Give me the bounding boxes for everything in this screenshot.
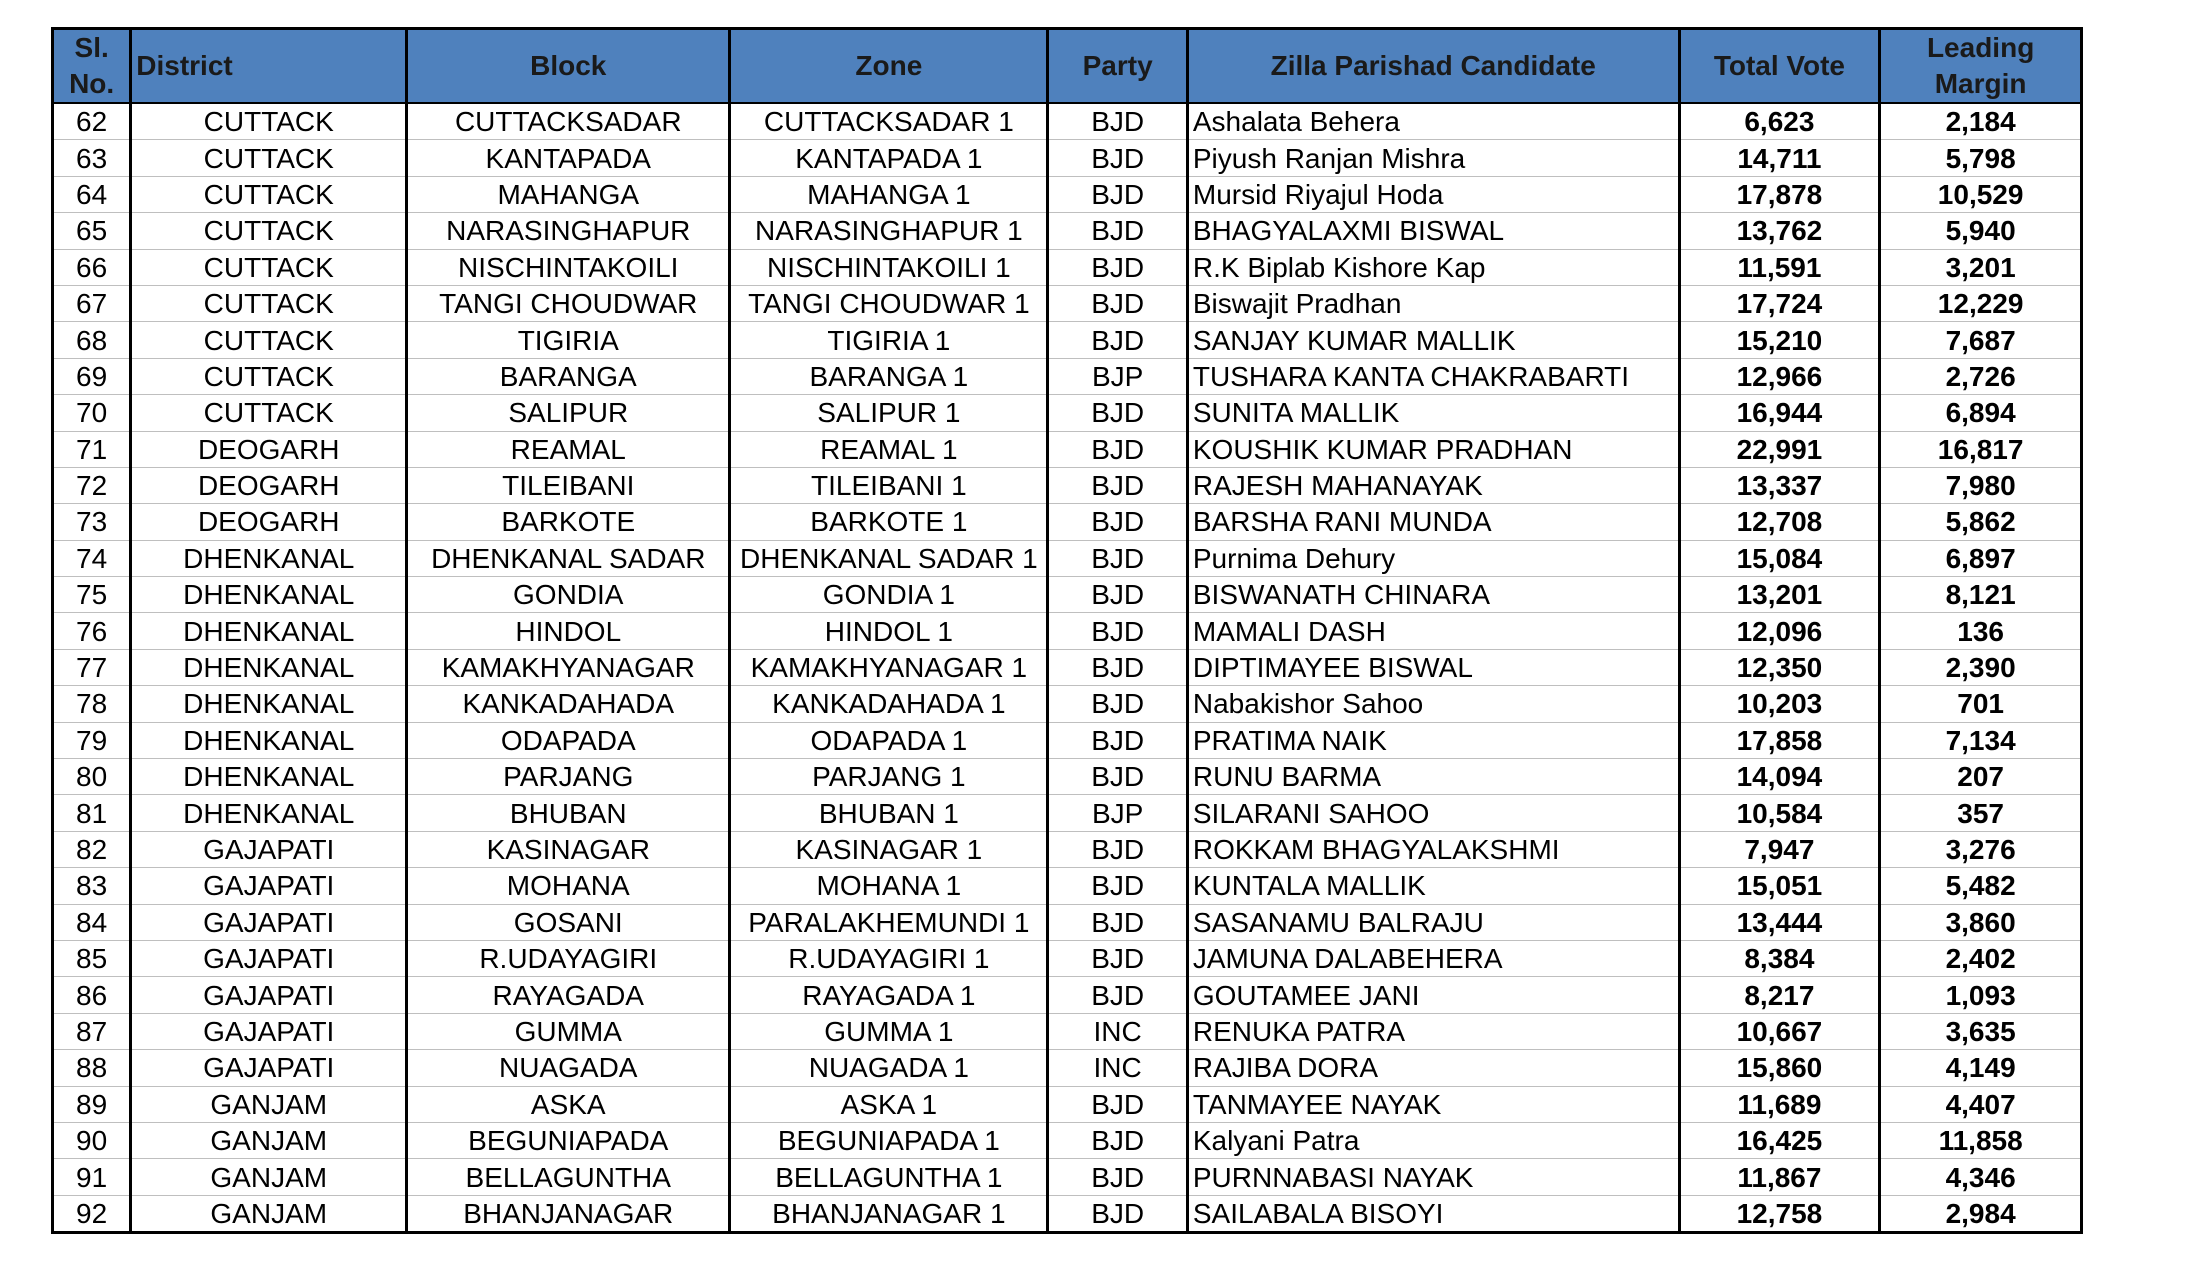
cell-party: BJD [1048, 176, 1187, 212]
cell-zone: BHANJANAGAR 1 [730, 1195, 1048, 1232]
cell-party: INC [1048, 1013, 1187, 1049]
cell-block: BELLAGUNTHA [407, 1159, 730, 1195]
cell-leading-margin: 2,726 [1880, 358, 2082, 394]
table-row [53, 176, 2082, 212]
cell-party: BJD [1048, 1159, 1187, 1195]
cell-sl-no: 62 [53, 103, 131, 140]
cell-leading-margin: 16,817 [1880, 431, 2082, 467]
cell-candidate: Biswajit Pradhan [1187, 285, 1679, 321]
cell-candidate: JAMUNA DALABEHERA [1187, 940, 1679, 976]
cell-party: BJD [1048, 1086, 1187, 1122]
cell-total-vote: 8,384 [1679, 940, 1880, 976]
cell-leading-margin: 701 [1880, 686, 2082, 722]
cell-total-vote: 14,711 [1679, 140, 1880, 176]
cell-district: DEOGARH [131, 467, 407, 503]
table-row [53, 722, 2082, 758]
cell-district: CUTTACK [131, 213, 407, 249]
table-row [53, 140, 2082, 176]
cell-district: GAJAPATI [131, 977, 407, 1013]
cell-block: REAMAL [407, 431, 730, 467]
table-row [53, 1013, 2082, 1049]
cell-block: MOHANA [407, 868, 730, 904]
cell-candidate: TUSHARA KANTA CHAKRABARTI [1187, 358, 1679, 394]
cell-leading-margin: 5,862 [1880, 504, 2082, 540]
cell-party: BJP [1048, 358, 1187, 394]
cell-sl-no: 92 [53, 1195, 131, 1232]
cell-zone: MOHANA 1 [730, 868, 1048, 904]
cell-district: DHENKANAL [131, 577, 407, 613]
cell-leading-margin: 4,149 [1880, 1050, 2082, 1086]
cell-candidate: SANJAY KUMAR MALLIK [1187, 322, 1679, 358]
table-row [53, 431, 2082, 467]
cell-block: TILEIBANI [407, 467, 730, 503]
cell-zone: SALIPUR 1 [730, 395, 1048, 431]
cell-leading-margin: 5,940 [1880, 213, 2082, 249]
cell-sl-no: 67 [53, 285, 131, 321]
cell-sl-no: 66 [53, 249, 131, 285]
cell-candidate: RAJIBA DORA [1187, 1050, 1679, 1086]
cell-sl-no: 74 [53, 540, 131, 576]
table-row [53, 831, 2082, 867]
table-row [53, 1195, 2082, 1232]
cell-leading-margin: 3,860 [1880, 904, 2082, 940]
table-row [53, 904, 2082, 940]
cell-leading-margin: 2,184 [1880, 103, 2082, 140]
cell-candidate: DIPTIMAYEE BISWAL [1187, 649, 1679, 685]
cell-total-vote: 16,425 [1679, 1122, 1880, 1158]
cell-leading-margin: 3,201 [1880, 249, 2082, 285]
results-table [51, 27, 2083, 1234]
cell-total-vote: 16,944 [1679, 395, 1880, 431]
cell-block: HINDOL [407, 613, 730, 649]
cell-zone: KASINAGAR 1 [730, 831, 1048, 867]
cell-sl-no: 80 [53, 759, 131, 795]
cell-district: GANJAM [131, 1195, 407, 1232]
cell-zone: NUAGADA 1 [730, 1050, 1048, 1086]
cell-candidate: TANMAYEE NAYAK [1187, 1086, 1679, 1122]
cell-block: CUTTACKSADAR [407, 103, 730, 140]
cell-block: BARANGA [407, 358, 730, 394]
cell-party: BJD [1048, 1195, 1187, 1232]
cell-sl-no: 63 [53, 140, 131, 176]
cell-total-vote: 14,094 [1679, 759, 1880, 795]
cell-total-vote: 17,724 [1679, 285, 1880, 321]
table-row [53, 395, 2082, 431]
cell-zone: NISCHINTAKOILI 1 [730, 249, 1048, 285]
cell-district: CUTTACK [131, 249, 407, 285]
cell-sl-no: 81 [53, 795, 131, 831]
cell-block: BARKOTE [407, 504, 730, 540]
cell-party: BJD [1048, 285, 1187, 321]
cell-sl-no: 89 [53, 1086, 131, 1122]
cell-district: DEOGARH [131, 431, 407, 467]
cell-block: KANKADAHADA [407, 686, 730, 722]
cell-block: KAMAKHYANAGAR [407, 649, 730, 685]
cell-leading-margin: 4,407 [1880, 1086, 2082, 1122]
cell-total-vote: 6,623 [1679, 103, 1880, 140]
cell-candidate: BHAGYALAXMI BISWAL [1187, 213, 1679, 249]
cell-total-vote: 12,708 [1679, 504, 1880, 540]
cell-district: CUTTACK [131, 395, 407, 431]
cell-party: BJD [1048, 649, 1187, 685]
cell-block: DHENKANAL SADAR [407, 540, 730, 576]
header-sl-no: Sl. No. [53, 29, 131, 104]
cell-leading-margin: 2,402 [1880, 940, 2082, 976]
cell-total-vote: 10,584 [1679, 795, 1880, 831]
cell-total-vote: 10,203 [1679, 686, 1880, 722]
cell-total-vote: 17,858 [1679, 722, 1880, 758]
table-row [53, 1086, 2082, 1122]
cell-candidate: BARSHA RANI MUNDA [1187, 504, 1679, 540]
cell-district: CUTTACK [131, 322, 407, 358]
cell-leading-margin: 207 [1880, 759, 2082, 795]
cell-sl-no: 69 [53, 358, 131, 394]
cell-sl-no: 83 [53, 868, 131, 904]
cell-candidate: KUNTALA MALLIK [1187, 868, 1679, 904]
cell-party: BJD [1048, 431, 1187, 467]
cell-total-vote: 22,991 [1679, 431, 1880, 467]
cell-district: CUTTACK [131, 176, 407, 212]
table-row [53, 1122, 2082, 1158]
cell-block: KANTAPADA [407, 140, 730, 176]
cell-leading-margin: 5,482 [1880, 868, 2082, 904]
table-row [53, 1159, 2082, 1195]
cell-zone: KAMAKHYANAGAR 1 [730, 649, 1048, 685]
cell-zone: PARJANG 1 [730, 759, 1048, 795]
cell-block: BEGUNIAPADA [407, 1122, 730, 1158]
cell-block: BHANJANAGAR [407, 1195, 730, 1232]
cell-zone: KANTAPADA 1 [730, 140, 1048, 176]
cell-block: R.UDAYAGIRI [407, 940, 730, 976]
cell-zone: BARKOTE 1 [730, 504, 1048, 540]
table-row [53, 467, 2082, 503]
cell-candidate: MAMALI DASH [1187, 613, 1679, 649]
cell-candidate: BISWANATH CHINARA [1187, 577, 1679, 613]
cell-district: DHENKANAL [131, 759, 407, 795]
table-row [53, 358, 2082, 394]
cell-block: BHUBAN [407, 795, 730, 831]
cell-total-vote: 17,878 [1679, 176, 1880, 212]
cell-total-vote: 11,689 [1679, 1086, 1880, 1122]
cell-total-vote: 10,667 [1679, 1013, 1880, 1049]
cell-total-vote: 13,762 [1679, 213, 1880, 249]
cell-leading-margin: 7,134 [1880, 722, 2082, 758]
cell-block: ASKA [407, 1086, 730, 1122]
table-row [53, 759, 2082, 795]
cell-leading-margin: 7,687 [1880, 322, 2082, 358]
cell-sl-no: 70 [53, 395, 131, 431]
cell-zone: PARALAKHEMUNDI 1 [730, 904, 1048, 940]
cell-sl-no: 77 [53, 649, 131, 685]
cell-sl-no: 75 [53, 577, 131, 613]
cell-party: BJD [1048, 540, 1187, 576]
cell-zone: TILEIBANI 1 [730, 467, 1048, 503]
table-row [53, 213, 2082, 249]
cell-zone: KANKADAHADA 1 [730, 686, 1048, 722]
cell-block: NUAGADA [407, 1050, 730, 1086]
cell-leading-margin: 11,858 [1880, 1122, 2082, 1158]
cell-district: GAJAPATI [131, 1013, 407, 1049]
cell-party: BJD [1048, 686, 1187, 722]
cell-total-vote: 7,947 [1679, 831, 1880, 867]
cell-candidate: Nabakishor Sahoo [1187, 686, 1679, 722]
cell-candidate: R.K Biplab Kishore Kap [1187, 249, 1679, 285]
cell-sl-no: 91 [53, 1159, 131, 1195]
cell-party: BJP [1048, 795, 1187, 831]
cell-block: ODAPADA [407, 722, 730, 758]
cell-total-vote: 8,217 [1679, 977, 1880, 1013]
cell-block: GUMMA [407, 1013, 730, 1049]
cell-leading-margin: 136 [1880, 613, 2082, 649]
cell-zone: BARANGA 1 [730, 358, 1048, 394]
cell-leading-margin: 6,897 [1880, 540, 2082, 576]
cell-total-vote: 15,084 [1679, 540, 1880, 576]
cell-block: NISCHINTAKOILI [407, 249, 730, 285]
cell-district: GANJAM [131, 1086, 407, 1122]
cell-block: SALIPUR [407, 395, 730, 431]
header-total-vote: Total Vote [1679, 29, 1880, 104]
cell-total-vote: 12,350 [1679, 649, 1880, 685]
cell-zone: TIGIRIA 1 [730, 322, 1048, 358]
cell-total-vote: 12,758 [1679, 1195, 1880, 1232]
cell-leading-margin: 3,276 [1880, 831, 2082, 867]
cell-party: BJD [1048, 613, 1187, 649]
cell-sl-no: 76 [53, 613, 131, 649]
table-row [53, 649, 2082, 685]
cell-leading-margin: 2,984 [1880, 1195, 2082, 1232]
cell-leading-margin: 6,894 [1880, 395, 2082, 431]
cell-candidate: Piyush Ranjan Mishra [1187, 140, 1679, 176]
cell-sl-no: 85 [53, 940, 131, 976]
cell-total-vote: 11,591 [1679, 249, 1880, 285]
cell-candidate: RUNU BARMA [1187, 759, 1679, 795]
cell-party: BJD [1048, 504, 1187, 540]
cell-candidate: PURNNABASI NAYAK [1187, 1159, 1679, 1195]
cell-district: DHENKANAL [131, 540, 407, 576]
cell-zone: RAYAGADA 1 [730, 977, 1048, 1013]
cell-party: BJD [1048, 140, 1187, 176]
cell-district: CUTTACK [131, 285, 407, 321]
header-district: District [131, 29, 407, 104]
cell-party: BJD [1048, 249, 1187, 285]
cell-total-vote: 12,096 [1679, 613, 1880, 649]
cell-sl-no: 86 [53, 977, 131, 1013]
cell-zone: TANGI CHOUDWAR 1 [730, 285, 1048, 321]
cell-candidate: RENUKA PATRA [1187, 1013, 1679, 1049]
cell-sl-no: 84 [53, 904, 131, 940]
cell-candidate: Kalyani Patra [1187, 1122, 1679, 1158]
cell-district: CUTTACK [131, 358, 407, 394]
cell-zone: CUTTACKSADAR 1 [730, 103, 1048, 140]
cell-block: GONDIA [407, 577, 730, 613]
table-row [53, 322, 2082, 358]
table-row [53, 285, 2082, 321]
header-zone: Zone [730, 29, 1048, 104]
cell-zone: NARASINGHAPUR 1 [730, 213, 1048, 249]
cell-candidate: Purnima Dehury [1187, 540, 1679, 576]
cell-block: NARASINGHAPUR [407, 213, 730, 249]
cell-party: BJD [1048, 722, 1187, 758]
cell-leading-margin: 3,635 [1880, 1013, 2082, 1049]
header-party: Party [1048, 29, 1187, 104]
table-row [53, 613, 2082, 649]
cell-district: GAJAPATI [131, 1050, 407, 1086]
table-row [53, 977, 2082, 1013]
cell-sl-no: 71 [53, 431, 131, 467]
cell-candidate: PRATIMA NAIK [1187, 722, 1679, 758]
cell-total-vote: 11,867 [1679, 1159, 1880, 1195]
cell-leading-margin: 10,529 [1880, 176, 2082, 212]
cell-sl-no: 88 [53, 1050, 131, 1086]
cell-block: TIGIRIA [407, 322, 730, 358]
cell-party: INC [1048, 1050, 1187, 1086]
cell-candidate: SUNITA MALLIK [1187, 395, 1679, 431]
cell-party: BJD [1048, 322, 1187, 358]
cell-candidate: SASANAMU BALRAJU [1187, 904, 1679, 940]
cell-party: BJD [1048, 940, 1187, 976]
cell-zone: BELLAGUNTHA 1 [730, 1159, 1048, 1195]
cell-zone: ASKA 1 [730, 1086, 1048, 1122]
cell-candidate: Ashalata Behera [1187, 103, 1679, 140]
table-row [53, 577, 2082, 613]
cell-zone: DHENKANAL SADAR 1 [730, 540, 1048, 576]
cell-party: BJD [1048, 395, 1187, 431]
cell-zone: BHUBAN 1 [730, 795, 1048, 831]
cell-sl-no: 72 [53, 467, 131, 503]
cell-sl-no: 73 [53, 504, 131, 540]
cell-zone: GONDIA 1 [730, 577, 1048, 613]
cell-candidate: SAILABALA BISOYI [1187, 1195, 1679, 1232]
table-row [53, 686, 2082, 722]
cell-party: BJD [1048, 1122, 1187, 1158]
cell-sl-no: 65 [53, 213, 131, 249]
cell-zone: BEGUNIAPADA 1 [730, 1122, 1048, 1158]
cell-total-vote: 12,966 [1679, 358, 1880, 394]
cell-zone: HINDOL 1 [730, 613, 1048, 649]
cell-candidate: ROKKAM BHAGYALAKSHMI [1187, 831, 1679, 867]
cell-district: DHENKANAL [131, 686, 407, 722]
cell-sl-no: 87 [53, 1013, 131, 1049]
cell-district: GAJAPATI [131, 831, 407, 867]
cell-district: DHENKANAL [131, 613, 407, 649]
cell-zone: REAMAL 1 [730, 431, 1048, 467]
cell-sl-no: 79 [53, 722, 131, 758]
cell-party: BJD [1048, 904, 1187, 940]
table-row [53, 504, 2082, 540]
cell-zone: ODAPADA 1 [730, 722, 1048, 758]
cell-sl-no: 82 [53, 831, 131, 867]
header-row [53, 29, 2082, 104]
cell-district: GAJAPATI [131, 940, 407, 976]
cell-candidate: KOUSHIK KUMAR PRADHAN [1187, 431, 1679, 467]
cell-candidate: SILARANI SAHOO [1187, 795, 1679, 831]
cell-sl-no: 68 [53, 322, 131, 358]
cell-block: TANGI CHOUDWAR [407, 285, 730, 321]
cell-district: GANJAM [131, 1159, 407, 1195]
cell-total-vote: 13,444 [1679, 904, 1880, 940]
cell-district: DHENKANAL [131, 649, 407, 685]
cell-district: DHENKANAL [131, 795, 407, 831]
cell-district: GANJAM [131, 1122, 407, 1158]
table-row [53, 940, 2082, 976]
cell-sl-no: 78 [53, 686, 131, 722]
cell-candidate: Mursid Riyajul Hoda [1187, 176, 1679, 212]
cell-leading-margin: 1,093 [1880, 977, 2082, 1013]
cell-party: BJD [1048, 467, 1187, 503]
cell-candidate: RAJESH MAHANAYAK [1187, 467, 1679, 503]
cell-district: DHENKANAL [131, 722, 407, 758]
cell-leading-margin: 4,346 [1880, 1159, 2082, 1195]
cell-total-vote: 13,201 [1679, 577, 1880, 613]
header-leading-margin: Leading Margin [1880, 29, 2082, 104]
table-body [53, 103, 2082, 1233]
cell-zone: R.UDAYAGIRI 1 [730, 940, 1048, 976]
cell-sl-no: 64 [53, 176, 131, 212]
cell-total-vote: 13,337 [1679, 467, 1880, 503]
cell-zone: MAHANGA 1 [730, 176, 1048, 212]
cell-leading-margin: 8,121 [1880, 577, 2082, 613]
cell-party: BJD [1048, 977, 1187, 1013]
cell-leading-margin: 2,390 [1880, 649, 2082, 685]
cell-block: MAHANGA [407, 176, 730, 212]
cell-total-vote: 15,210 [1679, 322, 1880, 358]
table-row [53, 103, 2082, 140]
cell-leading-margin: 357 [1880, 795, 2082, 831]
cell-total-vote: 15,860 [1679, 1050, 1880, 1086]
cell-leading-margin: 5,798 [1880, 140, 2082, 176]
cell-party: BJD [1048, 577, 1187, 613]
cell-block: GOSANI [407, 904, 730, 940]
cell-district: GAJAPATI [131, 868, 407, 904]
cell-leading-margin: 12,229 [1880, 285, 2082, 321]
cell-district: CUTTACK [131, 103, 407, 140]
table-row [53, 540, 2082, 576]
cell-district: GAJAPATI [131, 904, 407, 940]
cell-block: KASINAGAR [407, 831, 730, 867]
cell-sl-no: 90 [53, 1122, 131, 1158]
cell-block: PARJANG [407, 759, 730, 795]
cell-district: CUTTACK [131, 140, 407, 176]
table-row [53, 868, 2082, 904]
cell-party: BJD [1048, 831, 1187, 867]
cell-party: BJD [1048, 759, 1187, 795]
table-row [53, 249, 2082, 285]
cell-party: BJD [1048, 213, 1187, 249]
header-candidate: Zilla Parishad Candidate [1187, 29, 1679, 104]
cell-district: DEOGARH [131, 504, 407, 540]
cell-leading-margin: 7,980 [1880, 467, 2082, 503]
cell-zone: GUMMA 1 [730, 1013, 1048, 1049]
header-block: Block [407, 29, 730, 104]
cell-party: BJD [1048, 103, 1187, 140]
table-row [53, 795, 2082, 831]
cell-total-vote: 15,051 [1679, 868, 1880, 904]
cell-party: BJD [1048, 868, 1187, 904]
cell-candidate: GOUTAMEE JANI [1187, 977, 1679, 1013]
table-row [53, 1050, 2082, 1086]
cell-block: RAYAGADA [407, 977, 730, 1013]
